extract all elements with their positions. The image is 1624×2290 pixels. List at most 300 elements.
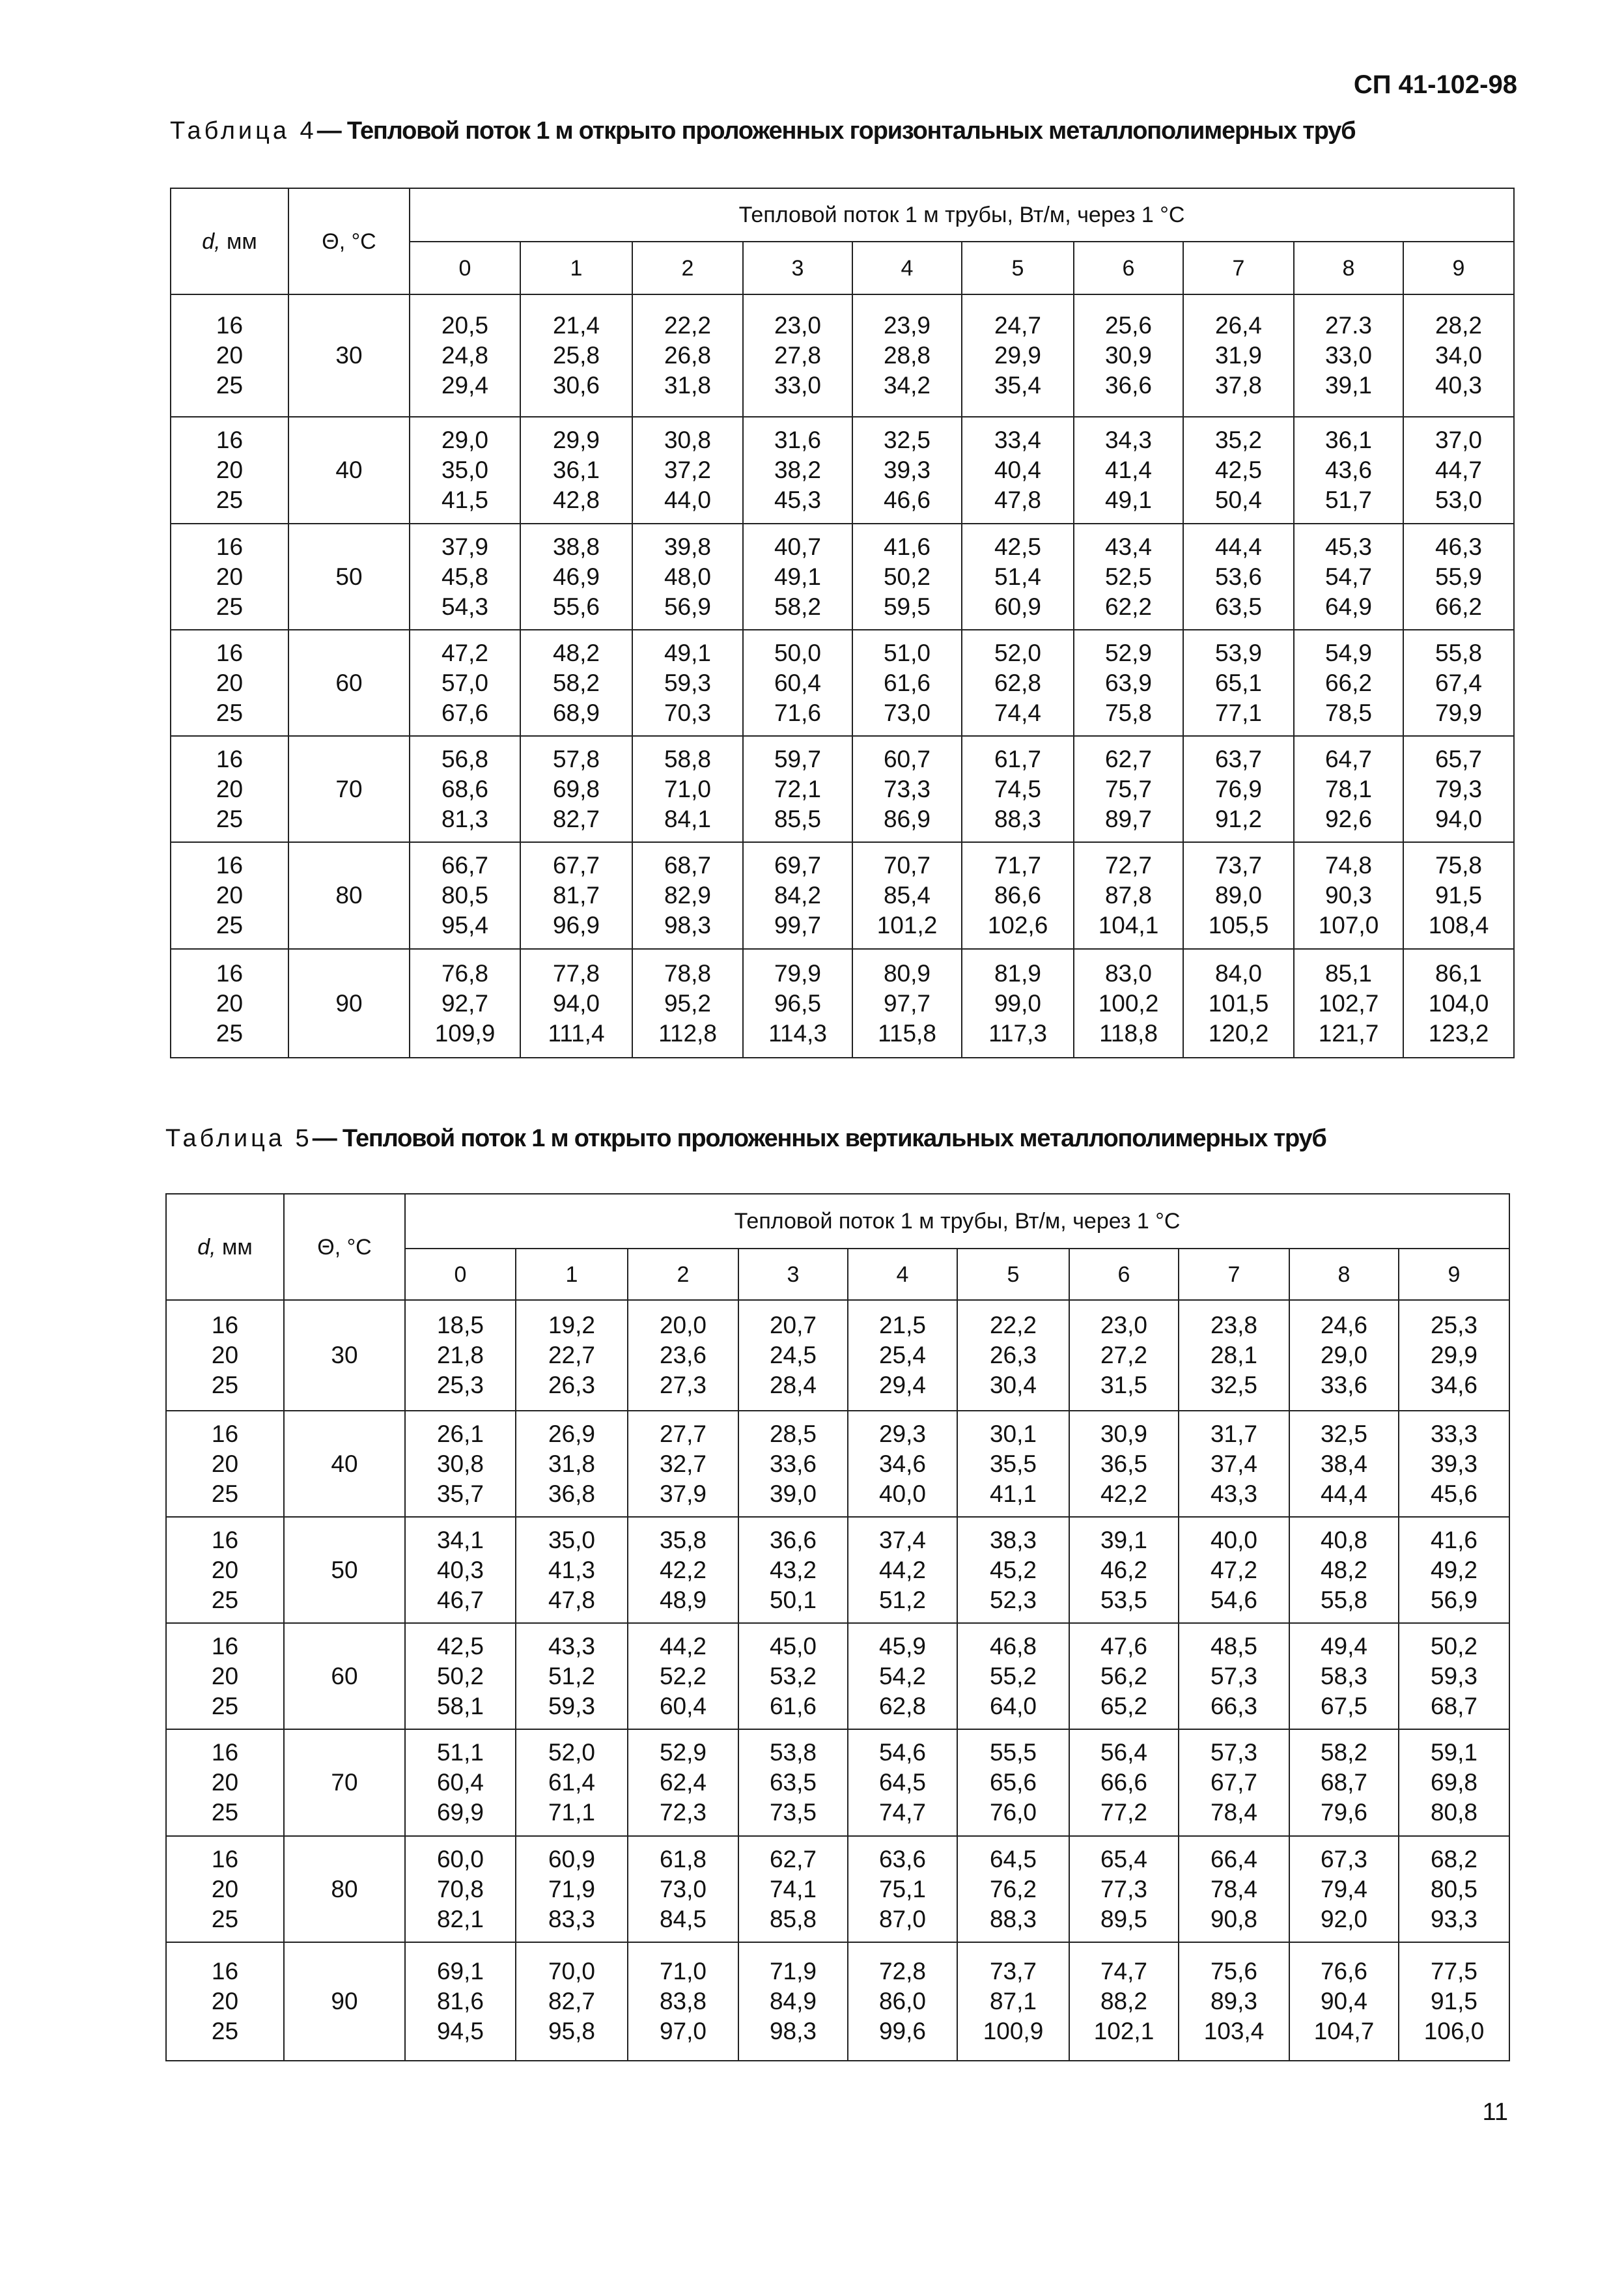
heat-flux-value: 25,3 bbox=[1430, 1312, 1477, 1338]
heat-flux-value: 75,1 bbox=[878, 1875, 926, 1902]
value-cell bbox=[1399, 1836, 1509, 1942]
heat-flux-value: 86,6 bbox=[994, 882, 1041, 909]
heat-flux-value: 78,4 bbox=[1210, 1799, 1257, 1826]
diameter-cell bbox=[166, 1836, 284, 1942]
heat-flux-value: 81,3 bbox=[441, 805, 488, 832]
heat-flux-value: 54,7 bbox=[1324, 563, 1372, 590]
heat-flux-value: 43,4 bbox=[1104, 533, 1152, 560]
value-cell bbox=[1403, 842, 1514, 949]
heat-flux-value: 21,5 bbox=[878, 1312, 926, 1338]
theta-cell: 80 bbox=[284, 1836, 405, 1942]
heat-flux-value: 70,7 bbox=[883, 852, 931, 879]
heat-flux-value: 27,7 bbox=[659, 1420, 707, 1447]
heat-flux-value: 81,6 bbox=[436, 1988, 484, 2014]
heat-flux-value: 48,0 bbox=[664, 563, 711, 590]
heat-flux-value: 114,3 bbox=[768, 1019, 827, 1047]
diameter-value: 16 bbox=[211, 1958, 239, 1985]
heat-flux-value: 28,1 bbox=[1210, 1342, 1257, 1368]
heat-flux-value: 58,2 bbox=[1320, 1739, 1367, 1766]
heat-flux-value: 44,2 bbox=[659, 1632, 707, 1660]
heat-flux-value: 82,7 bbox=[552, 805, 600, 832]
heat-flux-value: 70,3 bbox=[664, 699, 711, 726]
heat-flux-value: 84,0 bbox=[1214, 959, 1262, 987]
heat-flux-value: 67,7 bbox=[1210, 1769, 1257, 1796]
heat-flux-value: 59,3 bbox=[1430, 1662, 1477, 1689]
heat-flux-value: 25,4 bbox=[878, 1342, 926, 1368]
heat-flux-value: 51,0 bbox=[883, 639, 931, 666]
table-row bbox=[166, 1623, 1509, 1729]
heat-flux-value: 35,7 bbox=[436, 1480, 484, 1507]
heat-flux-value: 91,2 bbox=[1214, 805, 1262, 832]
header-row bbox=[171, 188, 1514, 242]
heat-flux-value: 58,1 bbox=[436, 1692, 484, 1719]
value-cell bbox=[1403, 736, 1514, 842]
diameter-cell bbox=[171, 630, 288, 736]
heat-flux-value: 66,7 bbox=[441, 852, 488, 879]
heat-flux-value: 43,3 bbox=[548, 1632, 595, 1660]
heat-flux-value: 95,2 bbox=[664, 989, 711, 1017]
heat-flux-value: 47,8 bbox=[548, 1586, 595, 1613]
value-cell bbox=[520, 294, 632, 417]
value-cell bbox=[1289, 1300, 1399, 1411]
heat-flux-value: 46,2 bbox=[1100, 1556, 1147, 1583]
column-header-9: 9 bbox=[1399, 1249, 1509, 1300]
heat-flux-value: 40,8 bbox=[1320, 1526, 1367, 1553]
heat-flux-value: 73,7 bbox=[1214, 852, 1262, 879]
diameter-cell bbox=[166, 1729, 284, 1836]
value-cell bbox=[1399, 1517, 1509, 1623]
column-header-5: 5 bbox=[962, 242, 1074, 294]
heat-flux-value: 59,7 bbox=[774, 745, 821, 772]
heat-flux-value: 63,7 bbox=[1214, 745, 1262, 772]
heat-flux-value: 76,0 bbox=[989, 1799, 1037, 1826]
theta-cell: 70 bbox=[288, 736, 410, 842]
value-cell bbox=[1074, 842, 1183, 949]
heat-flux-value: 77,1 bbox=[1214, 699, 1262, 726]
heat-flux-value: 76,9 bbox=[1214, 775, 1262, 802]
heat-flux-value: 50,1 bbox=[769, 1586, 817, 1613]
diameter-value: 16 bbox=[211, 1312, 239, 1338]
heat-flux-value: 121,7 bbox=[1318, 1019, 1379, 1047]
table-4-label: Таблица 4 bbox=[170, 117, 317, 145]
heat-flux-value: 39,1 bbox=[1324, 372, 1372, 399]
heat-flux-value: 33,6 bbox=[769, 1450, 817, 1477]
heat-flux-value: 46,9 bbox=[552, 563, 600, 590]
heat-flux-value: 60,4 bbox=[659, 1692, 707, 1719]
value-cell bbox=[957, 1300, 1069, 1411]
heat-flux-value: 23,9 bbox=[883, 312, 931, 339]
heat-flux-value: 50,4 bbox=[1214, 487, 1262, 513]
value-cell bbox=[1183, 294, 1294, 417]
heat-flux-value: 32,7 bbox=[659, 1450, 707, 1477]
value-cell bbox=[1403, 417, 1514, 524]
heat-flux-value: 76,2 bbox=[989, 1875, 1037, 1902]
heat-flux-value: 80,9 bbox=[883, 959, 931, 987]
value-cell bbox=[962, 736, 1074, 842]
value-cell bbox=[957, 1942, 1069, 2061]
diameter-value: 25 bbox=[216, 593, 244, 620]
heat-flux-value: 78,5 bbox=[1324, 699, 1372, 726]
heat-flux-value: 108,4 bbox=[1428, 912, 1489, 939]
diameter-cell bbox=[171, 294, 288, 417]
heat-flux-value: 79,6 bbox=[1320, 1799, 1367, 1826]
diameter-value: 16 bbox=[211, 1739, 239, 1766]
heat-flux-value: 69,9 bbox=[436, 1799, 484, 1826]
heat-flux-value: 64,7 bbox=[1324, 745, 1372, 772]
heat-flux-value: 40,7 bbox=[774, 533, 821, 560]
column-header-8: 8 bbox=[1294, 242, 1403, 294]
heat-flux-value: 88,3 bbox=[989, 1905, 1037, 1932]
heat-flux-value: 48,2 bbox=[1320, 1556, 1367, 1583]
column-header-3: 3 bbox=[738, 1249, 848, 1300]
heat-flux-value: 37,0 bbox=[1435, 427, 1482, 453]
heat-flux-value: 90,4 bbox=[1320, 1988, 1367, 2014]
heat-flux-value: 58,2 bbox=[774, 593, 821, 620]
table-row bbox=[171, 417, 1514, 524]
heat-flux-value: 63,6 bbox=[878, 1845, 926, 1873]
heat-flux-value: 57,3 bbox=[1210, 1662, 1257, 1689]
theta-cell: 70 bbox=[284, 1729, 405, 1836]
heat-flux-value: 43,2 bbox=[769, 1556, 817, 1583]
heat-flux-value: 56,4 bbox=[1100, 1739, 1147, 1766]
heat-flux-value: 85,5 bbox=[774, 805, 821, 832]
value-cell bbox=[1399, 1411, 1509, 1517]
value-cell bbox=[516, 1517, 628, 1623]
diameter-value: 25 bbox=[216, 912, 244, 939]
heat-flux-value: 107,0 bbox=[1318, 912, 1379, 939]
diameter-value: 25 bbox=[211, 1692, 239, 1719]
heat-flux-value: 21,8 bbox=[436, 1342, 484, 1368]
heat-flux-value: 52,3 bbox=[989, 1586, 1037, 1613]
value-cell bbox=[632, 842, 743, 949]
heat-flux-value: 23,6 bbox=[659, 1342, 707, 1368]
theta-cell: 80 bbox=[288, 842, 410, 949]
value-cell bbox=[520, 736, 632, 842]
heat-flux-value: 23,8 bbox=[1210, 1312, 1257, 1338]
heat-flux-value: 103,4 bbox=[1203, 2018, 1265, 2044]
value-cell bbox=[628, 1411, 738, 1517]
value-cell bbox=[848, 1836, 957, 1942]
diameter-value: 25 bbox=[216, 1019, 244, 1047]
heat-flux-value: 34,6 bbox=[878, 1450, 926, 1477]
heat-flux-value: 22,2 bbox=[664, 312, 711, 339]
value-cell bbox=[1183, 417, 1294, 524]
heat-flux-value: 52,0 bbox=[548, 1739, 595, 1766]
value-cell bbox=[628, 1300, 738, 1411]
heat-flux-value: 39,3 bbox=[883, 457, 931, 483]
value-cell bbox=[848, 1942, 957, 2061]
diameter-value: 20 bbox=[216, 775, 244, 802]
heat-flux-value: 67,6 bbox=[441, 699, 488, 726]
heat-flux-value: 92,7 bbox=[441, 989, 488, 1017]
theta-cell: 40 bbox=[284, 1411, 405, 1517]
value-cell bbox=[1074, 736, 1183, 842]
column-header-1: 1 bbox=[520, 242, 632, 294]
value-cell bbox=[628, 1517, 738, 1623]
heat-flux-value: 71,0 bbox=[664, 775, 711, 802]
diameter-value: 25 bbox=[211, 1480, 239, 1507]
heat-flux-value: 71,9 bbox=[769, 1958, 817, 1985]
heat-flux-value: 98,3 bbox=[769, 2018, 817, 2044]
value-cell bbox=[738, 1836, 848, 1942]
value-cell bbox=[520, 524, 632, 630]
document-code: СП 41-102-98 bbox=[1353, 70, 1517, 99]
heat-flux-value: 54,6 bbox=[1210, 1586, 1257, 1613]
heat-flux-value: 37,8 bbox=[1214, 372, 1262, 399]
heat-flux-value: 35,0 bbox=[548, 1526, 595, 1553]
heat-flux-value: 20,5 bbox=[441, 312, 488, 339]
heat-flux-value: 38,3 bbox=[989, 1526, 1037, 1553]
heat-flux-value: 54,9 bbox=[1324, 639, 1372, 666]
heat-flux-value: 92,6 bbox=[1324, 805, 1372, 832]
value-cell bbox=[1069, 1517, 1179, 1623]
heat-flux-value: 104,0 bbox=[1428, 989, 1489, 1017]
theta-cell: 60 bbox=[284, 1623, 405, 1729]
heat-flux-value: 42,2 bbox=[659, 1556, 707, 1583]
heat-flux-value: 49,1 bbox=[774, 563, 821, 590]
diameter-value: 20 bbox=[211, 1662, 239, 1689]
value-cell bbox=[1183, 842, 1294, 949]
heat-flux-value: 69,7 bbox=[774, 852, 821, 879]
heat-flux-value: 99,7 bbox=[774, 912, 821, 939]
value-cell bbox=[1294, 524, 1403, 630]
column-header-0: 0 bbox=[410, 242, 520, 294]
heat-flux-value: 104,1 bbox=[1098, 912, 1159, 939]
heat-flux-value: 63,5 bbox=[769, 1769, 817, 1796]
value-cell bbox=[1179, 1300, 1289, 1411]
diameter-value: 16 bbox=[216, 533, 244, 560]
value-cell bbox=[1183, 630, 1294, 736]
heat-flux-value: 95,4 bbox=[441, 912, 488, 939]
heat-flux-value: 60,7 bbox=[883, 745, 931, 772]
diameter-value: 25 bbox=[216, 487, 244, 513]
heat-flux-value: 73,5 bbox=[769, 1799, 817, 1826]
heat-flux-value: 64,0 bbox=[989, 1692, 1037, 1719]
diameter-value: 25 bbox=[216, 805, 244, 832]
value-cell bbox=[1399, 1729, 1509, 1836]
value-cell bbox=[1403, 949, 1514, 1058]
heat-flux-value: 120,2 bbox=[1208, 1019, 1269, 1047]
heat-flux-value: 47,6 bbox=[1100, 1632, 1147, 1660]
heat-flux-value: 72,7 bbox=[1104, 852, 1152, 879]
heat-flux-value: 83,8 bbox=[659, 1988, 707, 2014]
heat-flux-value: 52,5 bbox=[1104, 563, 1152, 590]
heat-flux-value: 41,1 bbox=[989, 1480, 1037, 1507]
heat-flux-value: 53,9 bbox=[1214, 639, 1262, 666]
value-cell bbox=[628, 1836, 738, 1942]
heat-flux-value: 39,8 bbox=[664, 533, 711, 560]
heat-flux-value: 36,1 bbox=[552, 457, 600, 483]
heat-flux-value: 102,7 bbox=[1318, 989, 1379, 1017]
heat-flux-value: 85,1 bbox=[1324, 959, 1372, 987]
heat-flux-value: 93,3 bbox=[1430, 1905, 1477, 1932]
heat-flux-value: 60,9 bbox=[994, 593, 1041, 620]
heat-flux-value: 73,3 bbox=[883, 775, 931, 802]
diameter-value: 16 bbox=[211, 1632, 239, 1660]
heat-flux-value: 30,8 bbox=[664, 427, 711, 453]
value-cell bbox=[632, 524, 743, 630]
heat-flux-value: 70,0 bbox=[548, 1958, 595, 1985]
heat-flux-value: 30,4 bbox=[989, 1372, 1037, 1398]
heat-flux-value: 40,3 bbox=[1435, 372, 1482, 399]
heat-flux-value: 52,2 bbox=[659, 1662, 707, 1689]
heat-flux-value: 53,6 bbox=[1214, 563, 1262, 590]
value-cell bbox=[852, 630, 962, 736]
table-row bbox=[166, 1300, 1509, 1411]
heat-flux-value: 40,4 bbox=[994, 457, 1041, 483]
value-cell bbox=[848, 1300, 957, 1411]
value-cell bbox=[957, 1729, 1069, 1836]
value-cell bbox=[632, 294, 743, 417]
heat-flux-value: 27,8 bbox=[774, 342, 821, 369]
heat-flux-value: 69,8 bbox=[1430, 1769, 1477, 1796]
heat-flux-value: 45,2 bbox=[989, 1556, 1037, 1583]
heat-flux-value: 96,9 bbox=[552, 912, 600, 939]
value-cell bbox=[962, 842, 1074, 949]
value-cell bbox=[1069, 1729, 1179, 1836]
value-cell bbox=[848, 1517, 957, 1623]
value-cell bbox=[743, 949, 852, 1058]
table-row bbox=[171, 294, 1514, 417]
diameter-cell bbox=[166, 1300, 284, 1411]
heat-flux-value: 54,3 bbox=[441, 593, 488, 620]
heat-flux-value: 96,5 bbox=[774, 989, 821, 1017]
heat-flux-value: 50,2 bbox=[883, 563, 931, 590]
heat-flux-value: 38,8 bbox=[552, 533, 600, 560]
heat-flux-value: 47,2 bbox=[1210, 1556, 1257, 1583]
diameter-value: 16 bbox=[216, 639, 244, 666]
heat-flux-value: 65,2 bbox=[1100, 1692, 1147, 1719]
table-row bbox=[166, 1836, 1509, 1942]
heat-flux-value: 68,9 bbox=[552, 699, 600, 726]
heat-flux-value: 55,8 bbox=[1320, 1586, 1367, 1613]
heat-flux-value: 52,9 bbox=[1104, 639, 1152, 666]
heat-flux-value: 68,7 bbox=[664, 852, 711, 879]
column-header-5: 5 bbox=[957, 1249, 1069, 1300]
diameter-cell bbox=[171, 949, 288, 1058]
theta-cell: 90 bbox=[284, 1942, 405, 2061]
column-header-heat-flux: Тепловой поток 1 м трубы, Вт/м, через 1 °С bbox=[410, 188, 1514, 242]
value-cell bbox=[962, 630, 1074, 736]
table-row bbox=[171, 630, 1514, 736]
heat-flux-value: 48,5 bbox=[1210, 1632, 1257, 1660]
diameter-value: 25 bbox=[211, 1905, 239, 1932]
value-cell bbox=[1294, 417, 1403, 524]
heat-flux-value: 58,3 bbox=[1320, 1662, 1367, 1689]
heat-flux-value: 67,4 bbox=[1435, 669, 1482, 696]
heat-flux-value: 39,3 bbox=[1430, 1450, 1477, 1477]
value-cell bbox=[516, 1411, 628, 1517]
value-cell bbox=[1179, 1517, 1289, 1623]
column-header-3: 3 bbox=[743, 242, 852, 294]
heat-flux-value: 61,6 bbox=[769, 1692, 817, 1719]
heat-flux-value: 65,7 bbox=[1435, 745, 1482, 772]
diameter-value: 25 bbox=[216, 699, 244, 726]
heat-flux-value: 33,0 bbox=[1324, 342, 1372, 369]
heat-flux-value: 47,8 bbox=[994, 487, 1041, 513]
value-cell bbox=[957, 1836, 1069, 1942]
value-cell bbox=[520, 630, 632, 736]
heat-flux-value: 31,6 bbox=[774, 427, 821, 453]
heat-flux-value: 42,8 bbox=[552, 487, 600, 513]
heat-flux-value: 92,0 bbox=[1320, 1905, 1367, 1932]
heat-flux-value: 82,1 bbox=[436, 1905, 484, 1932]
heat-flux-value: 59,3 bbox=[548, 1692, 595, 1719]
heat-flux-value: 47,2 bbox=[441, 639, 488, 666]
table-row bbox=[171, 842, 1514, 949]
table-row bbox=[171, 736, 1514, 842]
value-cell bbox=[405, 1300, 516, 1411]
value-cell bbox=[1069, 1942, 1179, 2061]
heat-flux-value: 20,0 bbox=[659, 1312, 707, 1338]
heat-flux-value: 28,5 bbox=[769, 1420, 817, 1447]
diameter-cell bbox=[166, 1942, 284, 2061]
heat-flux-value: 102,6 bbox=[987, 912, 1048, 939]
value-cell bbox=[1294, 736, 1403, 842]
heat-flux-value: 79,9 bbox=[774, 959, 821, 987]
heat-flux-value: 55,2 bbox=[989, 1662, 1037, 1689]
column-header-6: 6 bbox=[1074, 242, 1183, 294]
heat-flux-value: 105,5 bbox=[1208, 912, 1269, 939]
heat-flux-value: 41,4 bbox=[1104, 457, 1152, 483]
heat-flux-value: 99,6 bbox=[878, 2018, 926, 2044]
diameter-value: 20 bbox=[216, 882, 244, 909]
heat-flux-value: 68,7 bbox=[1320, 1769, 1367, 1796]
heat-flux-value: 28,4 bbox=[769, 1372, 817, 1398]
heat-flux-value: 26,4 bbox=[1214, 312, 1262, 339]
heat-flux-value: 41,3 bbox=[548, 1556, 595, 1583]
heat-flux-value: 53,2 bbox=[769, 1662, 817, 1689]
heat-flux-value: 38,2 bbox=[774, 457, 821, 483]
heat-flux-value: 66,2 bbox=[1435, 593, 1482, 620]
value-cell bbox=[743, 630, 852, 736]
heat-flux-value: 55,6 bbox=[552, 593, 600, 620]
heat-flux-value: 46,7 bbox=[436, 1586, 484, 1613]
heat-flux-value: 90,3 bbox=[1324, 882, 1372, 909]
table-5-title: — Тепловой поток 1 м открыто проложенных вертикальных металлополимерных труб bbox=[312, 1125, 1326, 1152]
diameter-cell bbox=[171, 842, 288, 949]
value-cell bbox=[516, 1942, 628, 2061]
heat-flux-value: 27,3 bbox=[659, 1372, 707, 1398]
table-row bbox=[166, 1517, 1509, 1623]
heat-flux-value: 73,7 bbox=[989, 1958, 1037, 1985]
heat-flux-value: 91,5 bbox=[1435, 882, 1482, 909]
heat-flux-value: 39,1 bbox=[1100, 1526, 1147, 1553]
heat-flux-value: 24,7 bbox=[994, 312, 1041, 339]
heat-flux-value: 51,1 bbox=[436, 1739, 484, 1766]
heat-flux-value: 94,0 bbox=[552, 989, 600, 1017]
heat-flux-value: 29,3 bbox=[878, 1420, 926, 1447]
value-cell bbox=[1069, 1836, 1179, 1942]
heat-flux-value: 66,3 bbox=[1210, 1692, 1257, 1719]
heat-flux-value: 33,4 bbox=[994, 427, 1041, 453]
column-header-4: 4 bbox=[852, 242, 962, 294]
heat-flux-value: 58,2 bbox=[552, 669, 600, 696]
heat-flux-value: 45,3 bbox=[1324, 533, 1372, 560]
value-cell bbox=[632, 630, 743, 736]
heat-flux-value: 54,6 bbox=[878, 1739, 926, 1766]
diameter-value: 20 bbox=[216, 457, 244, 483]
diameter-value: 16 bbox=[216, 745, 244, 772]
heat-flux-value: 52,9 bbox=[659, 1739, 707, 1766]
table-4 bbox=[170, 188, 1515, 1058]
value-cell bbox=[1179, 1411, 1289, 1517]
heat-flux-value: 72,1 bbox=[774, 775, 821, 802]
heat-flux-value: 68,7 bbox=[1430, 1692, 1477, 1719]
value-cell bbox=[852, 524, 962, 630]
heat-flux-value: 109,9 bbox=[434, 1019, 496, 1047]
heat-flux-value: 24,5 bbox=[769, 1342, 817, 1368]
